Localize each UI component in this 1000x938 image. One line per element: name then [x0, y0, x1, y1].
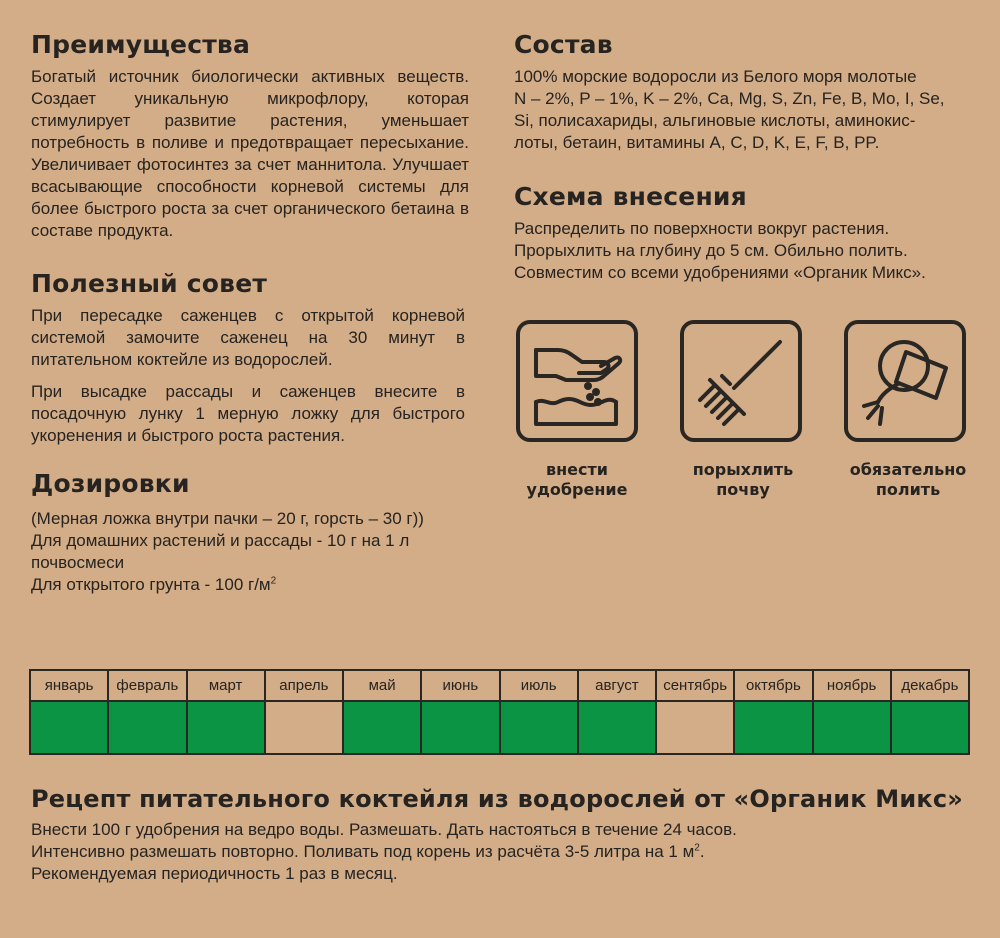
calendar-month-cell: [344, 702, 420, 753]
calendar-month-label: апрель: [266, 671, 342, 700]
watering-can-icon: [844, 320, 966, 442]
calendar-month-cell: [501, 702, 577, 753]
calendar-month-label: июль: [501, 671, 577, 700]
calendar-month-cell: [188, 702, 264, 753]
composition-line: лоты, бетаин, витамины A, C, D, K, E, F, B, PP.: [514, 133, 880, 152]
calendar-month-cell: [31, 702, 107, 753]
calendar-month-cell: [735, 702, 811, 753]
calendar-month-cell: [579, 702, 655, 753]
dosage-line-text: Для открытого грунта - 100 г/м: [31, 575, 271, 594]
advantages-title: Преимущества: [31, 30, 251, 59]
calendar-month-cell: [892, 702, 968, 753]
calendar-month-label: декабрь: [892, 671, 968, 700]
scheme-line: Совместим со всеми удобрениями «Органик Микс».: [514, 263, 926, 282]
calendar-month-label: ноябрь: [814, 671, 890, 700]
dosage-line: [31, 574, 424, 596]
recipe-line: Рекомендуемая периодичность 1 раз в месяц.: [31, 864, 398, 883]
recipe-line-text: Интенсивно размешать повторно. Поливать под корень из расчёта 3-5 литра на 1 м: [31, 842, 695, 861]
recipe-line: [31, 841, 737, 863]
dosage-list: [31, 508, 424, 596]
tip-paragraph-2: При высадке рассады и саженцев внесите в посадочную лунку 1 мерную ложку для быстрого укоренения и быстрого роста растения.: [31, 382, 465, 445]
calendar-month-label: октябрь: [735, 671, 811, 700]
dosage-line: (Мерная ложка внутри пачки – 20 г, горсть – 30 г)): [31, 509, 424, 528]
composition-line: Si, полисахариды, альгиновые кислоты, аминокис-: [514, 111, 916, 130]
calendar-month-cell: [109, 702, 185, 753]
tip-paragraph-1: При пересадке саженцев с открытой корневой системой замочите саженец на 30 минут в питательном коктейле из водорослей.: [31, 306, 465, 369]
calendar-month-cell: [657, 702, 733, 753]
calendar-month-label: март: [188, 671, 264, 700]
recipe-line: Внести 100 г удобрения на ведро воды. Размешать. Дать настояться в течение 24 часов.: [31, 820, 737, 839]
recipe-title: Рецепт питательного коктейля из водорослей от «Органик Микс»: [31, 785, 964, 813]
dosage-line: Для домашних растений и рассады - 10 г на 1 л: [31, 531, 410, 550]
tip-title: Полезный совет: [31, 269, 268, 298]
scheme-text: [514, 218, 926, 284]
recipe-line-end: .: [699, 842, 705, 861]
calendar-month-cell: [266, 702, 342, 753]
fertilize-hand-icon: [516, 320, 638, 442]
composition-line: N – 2%, P – 1%, K – 2%, Ca, Mg, S, Zn, Fe, B, Mo, I, Se,: [514, 89, 945, 108]
superscript: 2: [694, 842, 700, 854]
application-calendar: [29, 669, 970, 755]
scheme-title: Схема внесения: [514, 182, 747, 211]
calendar-month-label: сентябрь: [657, 671, 733, 700]
calendar-month-label: май: [344, 671, 420, 700]
step-label-water: обязательно полить: [849, 460, 967, 499]
step-label-fertilize: внести удобрение: [526, 460, 628, 499]
rake-icon: [680, 320, 802, 442]
dosage-line: почвосмеси: [31, 553, 125, 572]
calendar-month-label: февраль: [109, 671, 185, 700]
calendar-month-label: август: [579, 671, 655, 700]
calendar-month-cell: [422, 702, 498, 753]
composition-line: 100% морские водоросли из Белого моря молотые: [514, 67, 917, 86]
composition-text: [514, 66, 945, 154]
dosage-title: Дозировки: [31, 469, 190, 498]
scheme-line: Прорыхлить на глубину до 5 см. Обильно полить.: [514, 241, 908, 260]
composition-title: Состав: [514, 30, 613, 59]
calendar-month-cell: [814, 702, 890, 753]
calendar-month-label: январь: [31, 671, 107, 700]
scheme-line: Распределить по поверхности вокруг растения.: [514, 219, 890, 238]
advantages-text: Богатый источник биологически активных веществ. Создает уникальную микрофлору, которая стимулирует развитие растения, уменьшает потребность в поливе и предотвращает пересыхание. Увеличивает фотосинтез за счет маннитола. Улучшает всасывающие способности корневой системы для более быстрого роста за счет органического бетаина в составе продукта.: [31, 67, 469, 240]
step-label-loosen: порыхлить почву: [692, 460, 794, 499]
recipe-text: [31, 819, 737, 885]
calendar-month-label: июнь: [422, 671, 498, 700]
superscript: 2: [270, 575, 277, 587]
